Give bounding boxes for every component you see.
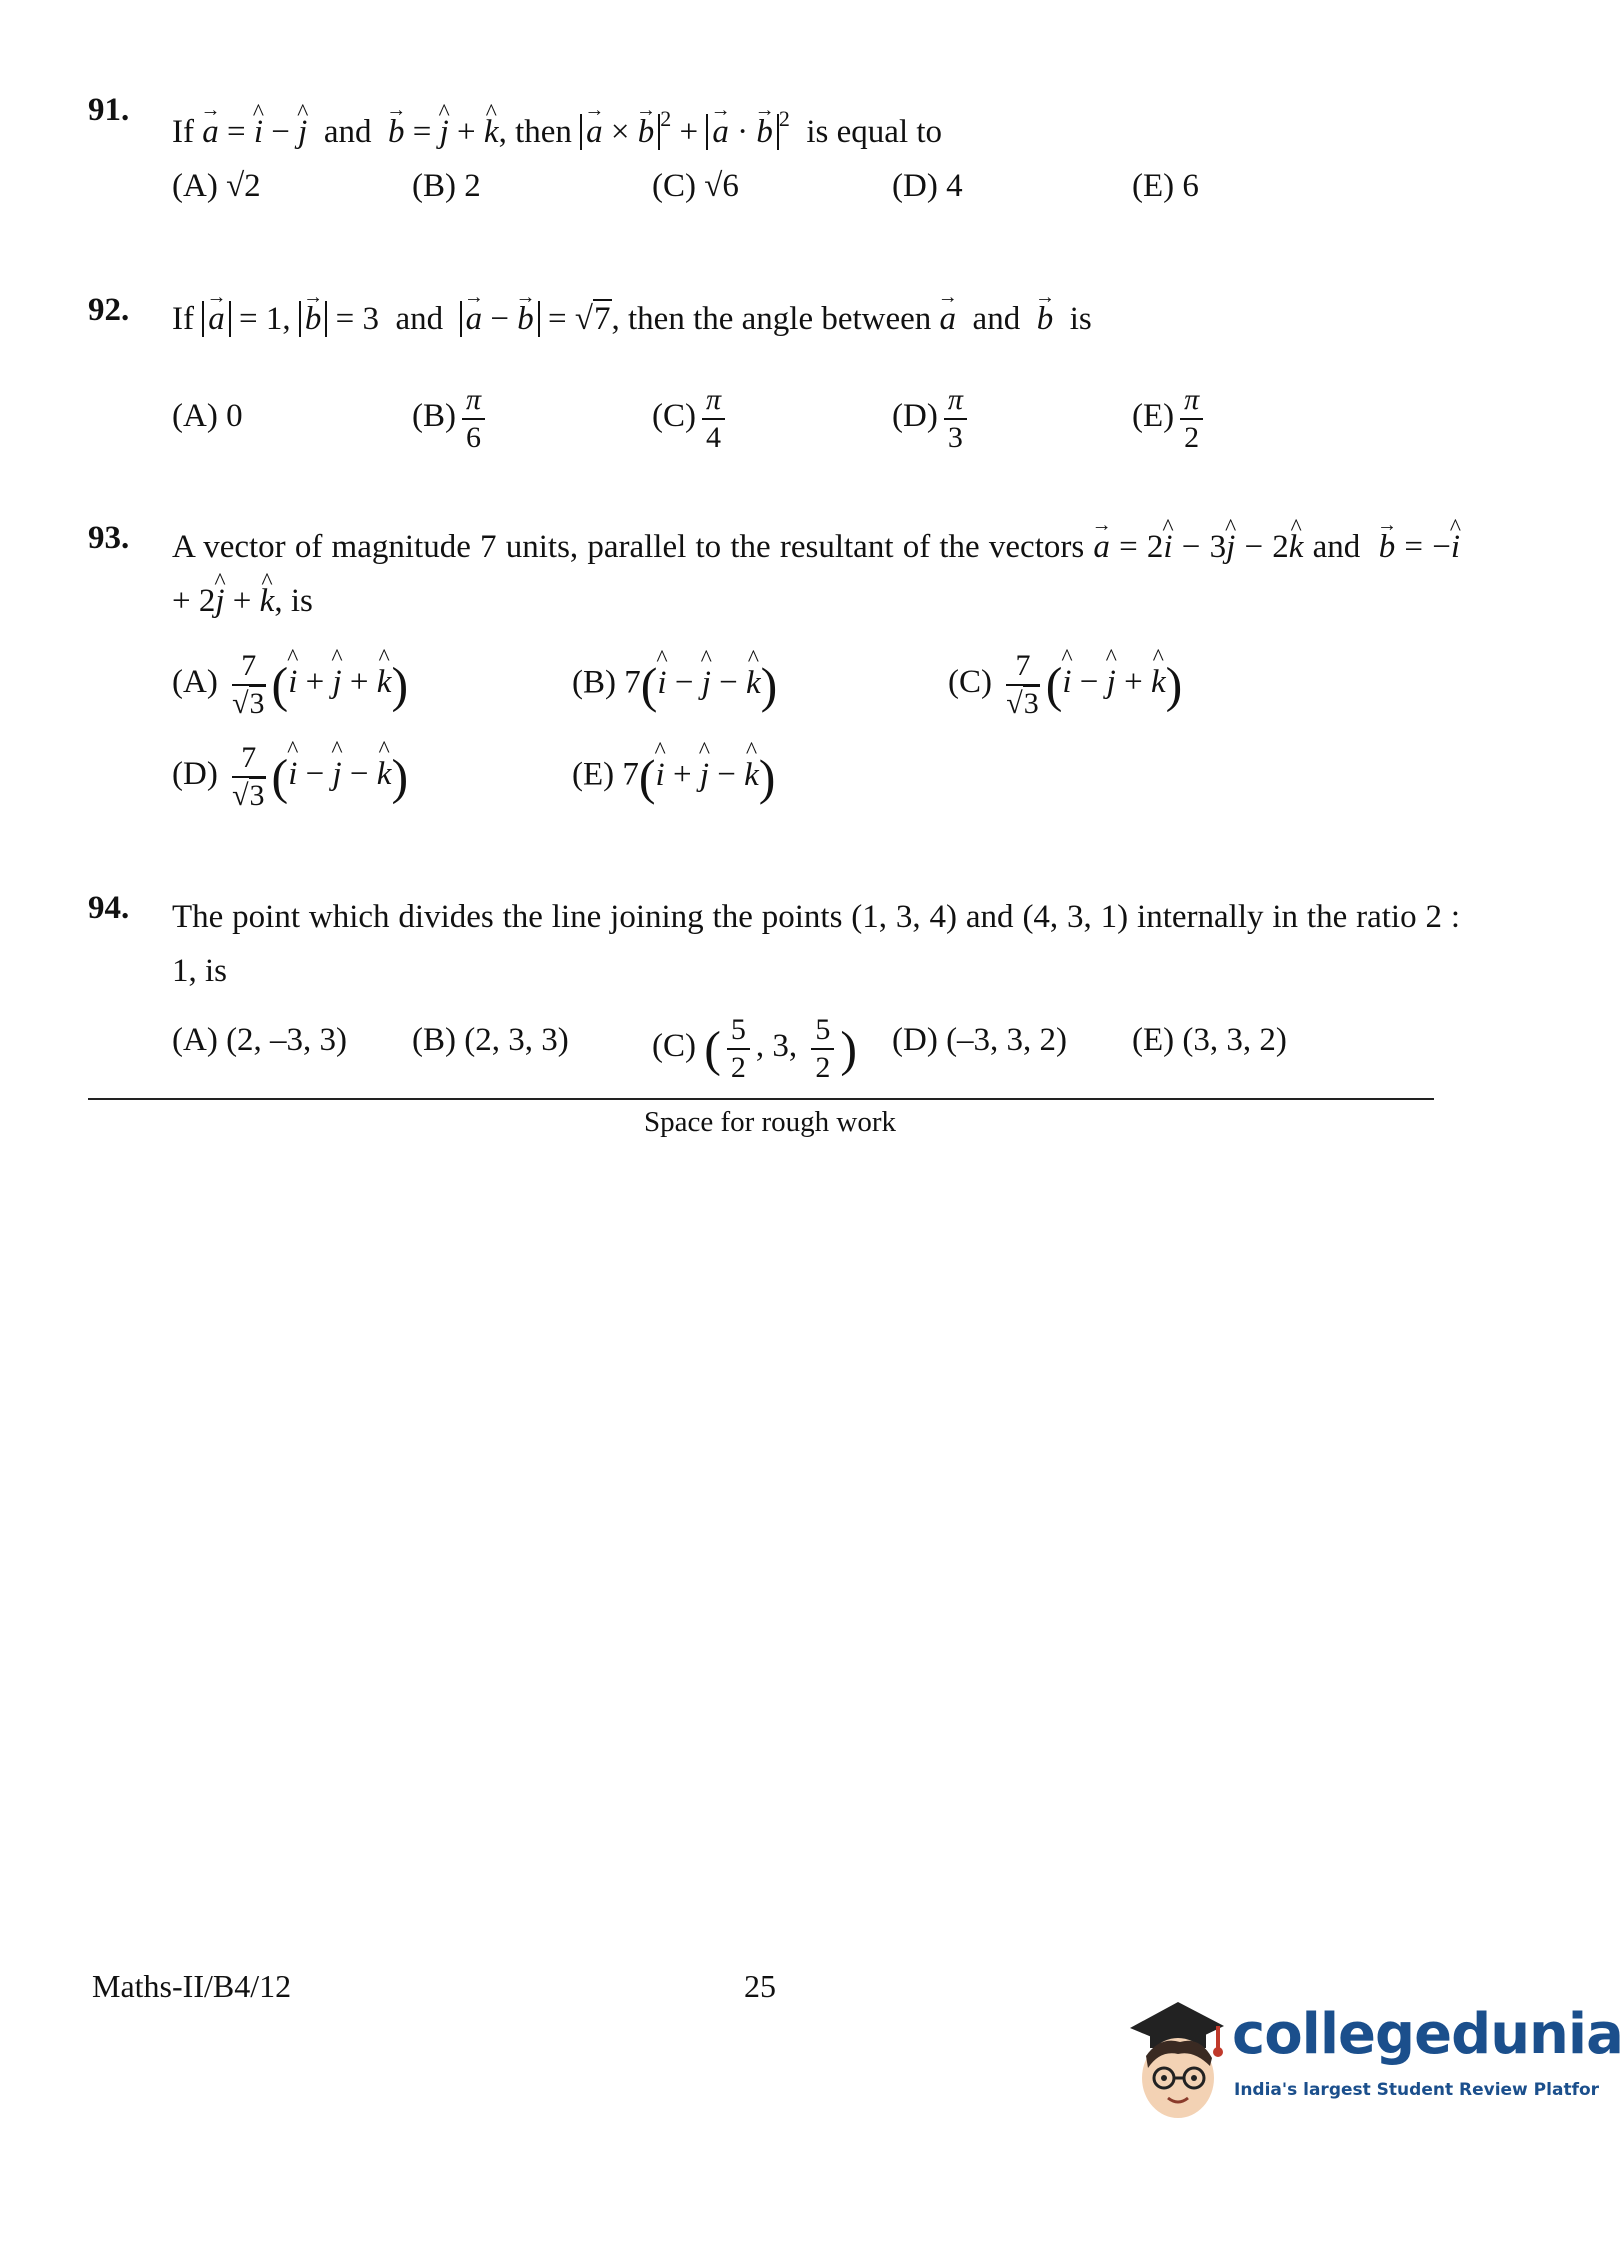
question-text: The point which divides the line joining the points (1, 3, 4) and (4, 3, 1) internally in the ratio 2 : 1, is xyxy=(172,899,1461,989)
option-a: (A) √2 xyxy=(172,168,261,204)
option-d: (D) $\frac{7}{√3}$ (^ i − ^ j − ^ k) xyxy=(172,742,408,811)
option-e: (E) 6 xyxy=(1132,168,1199,204)
mascot-icon xyxy=(1120,1990,1230,2130)
option-b: (B) 2 xyxy=(412,168,481,204)
option-b: (B) (2, 3, 3) xyxy=(412,1022,569,1058)
option-d: (D) $\frac{\pi}{3}$ xyxy=(892,384,973,453)
page-number: 25 xyxy=(744,1968,776,2004)
brand-tagline: India's largest Student Review Platfor xyxy=(1234,2080,1600,2100)
option-c: (C) ( $\frac{5}{2}$ , 3, $\frac{5}{2}$ ) xyxy=(652,1013,858,1084)
paper-code: Maths-II/B4/12 xyxy=(92,1968,292,2004)
option-c: (C) $\frac{7}{√3}$ (^ i − ^ j + ^ k) xyxy=(948,650,1182,719)
question-text: A vector of magnitude 7 units, parallel to the resultant of the vectors → a = 2^ i − 3^ j − 2^ k and → b = −^ i + 2^ j + ^ k, is xyxy=(172,520,1460,628)
question-number: 93. xyxy=(88,520,130,556)
option-b: (B) 7(^ i − ^ j − ^ k) xyxy=(572,656,777,714)
option-a: (A) 0 xyxy=(172,398,243,434)
option-c: (C) √6 xyxy=(652,168,739,204)
option-e: (E) (3, 3, 2) xyxy=(1132,1022,1287,1058)
question-number: 91. xyxy=(88,92,130,128)
question-92 xyxy=(88,292,1460,454)
option-e: (E) 7(^ i + ^ j − ^ k) xyxy=(572,748,775,806)
brand-logo xyxy=(1120,1990,1623,2130)
option-d: (D) (–3, 3, 2) xyxy=(892,1022,1068,1058)
option-c: (C) $\frac{\pi}{4}$ xyxy=(652,384,731,453)
brand-name: collegedunia xyxy=(1232,2002,1623,2067)
option-e: (E) $\frac{\pi}{2}$ xyxy=(1132,384,1209,453)
question-text: If → a = ^ i − ^ j and → b = ^ j + ^ k, then → a × → b $^2$ + → a · → b $^2$ is equal to xyxy=(172,92,1460,159)
divider xyxy=(88,1098,1434,1100)
question-number: 92. xyxy=(88,292,130,328)
question-number: 94. xyxy=(88,890,130,926)
question-text: If → a = 1, → b = 3 and → a − → b = √7, then the angle between → a and → b is xyxy=(172,292,1460,346)
question-94 xyxy=(88,890,1461,1084)
option-b: (B) $\frac{\pi}{6}$ xyxy=(412,384,491,453)
question-91 xyxy=(88,92,1460,204)
option-a: (A) (2, –3, 3) xyxy=(172,1022,348,1058)
option-a: (A) $\frac{7}{√3}$ (^ i + ^ j + ^ k) xyxy=(172,650,408,719)
rough-work-label: Space for rough work xyxy=(643,1106,897,1138)
question-93 xyxy=(88,520,1461,812)
option-d: (D) 4 xyxy=(892,168,963,204)
